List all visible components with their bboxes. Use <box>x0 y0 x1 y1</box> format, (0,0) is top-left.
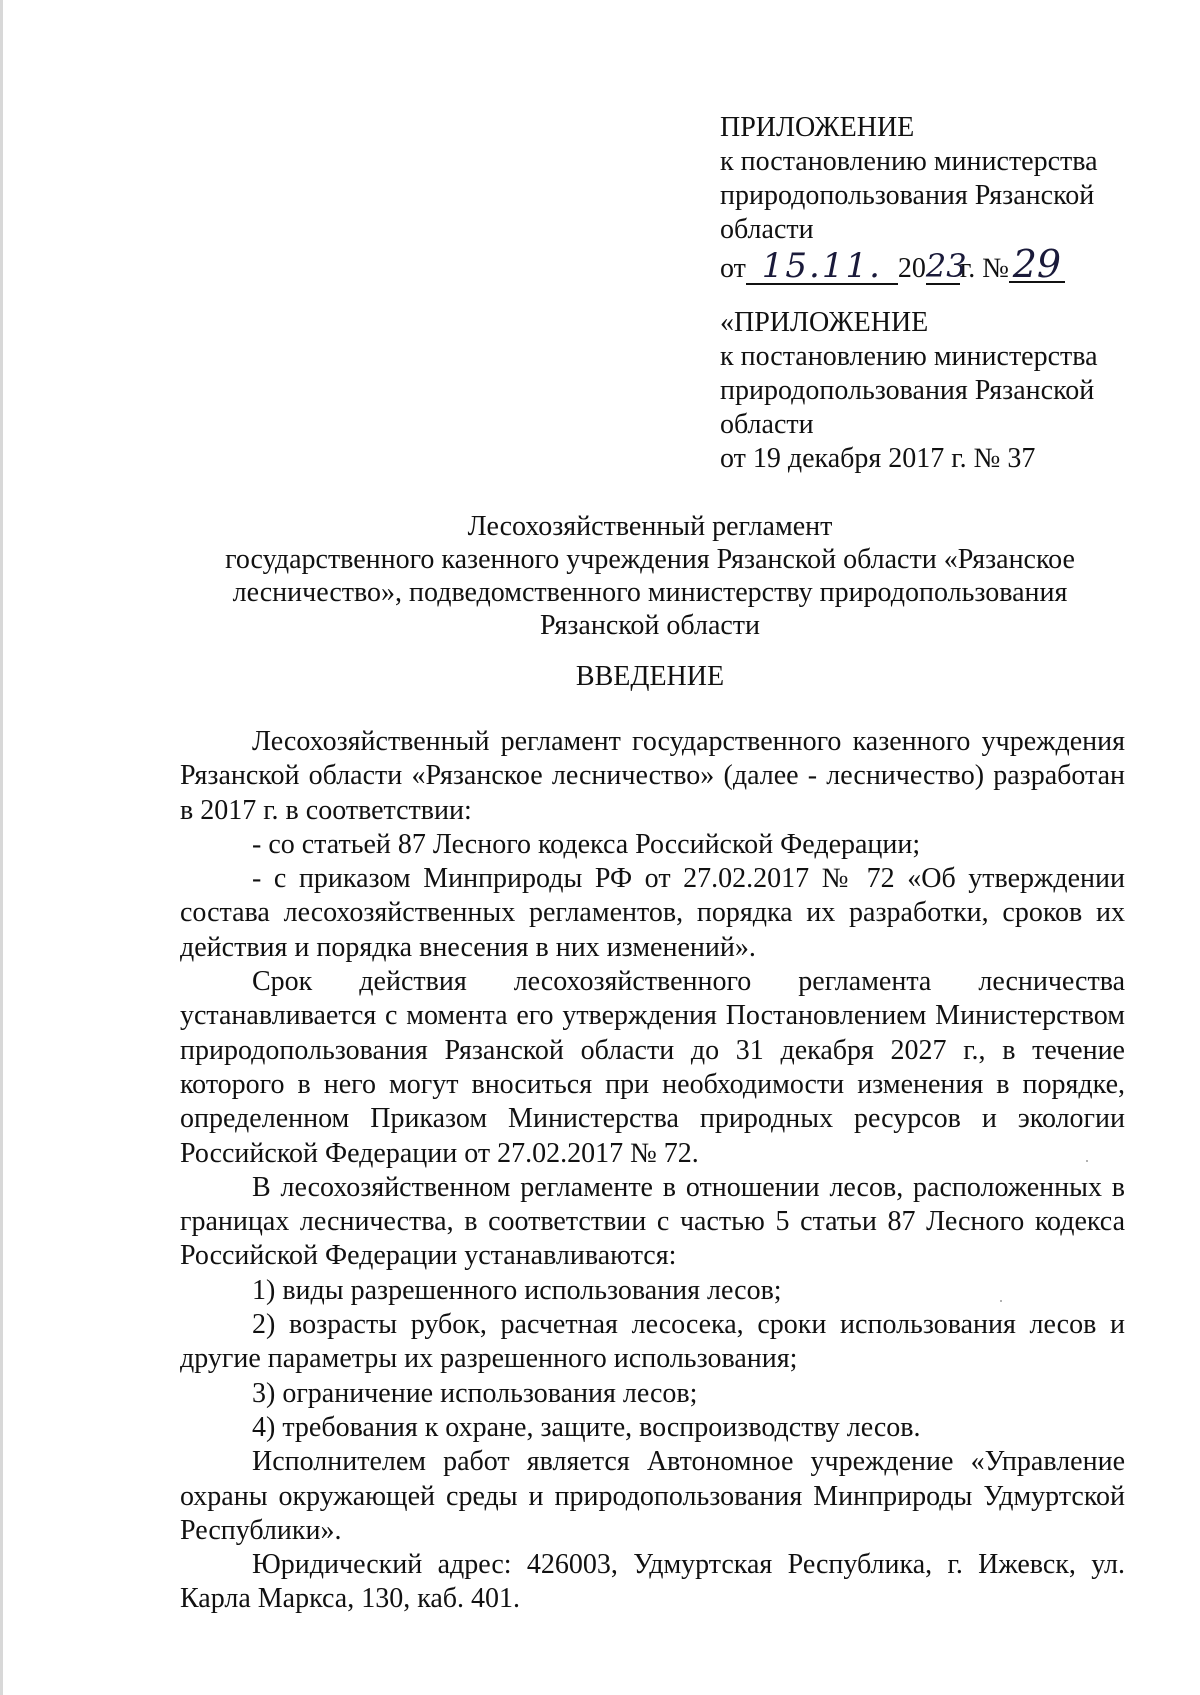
appendix-line: от 19 декабря 2017 г. № 37 <box>720 443 1036 474</box>
handwritten-date: 15.11. <box>746 249 898 285</box>
document-title <box>170 510 1130 642</box>
paragraph: Лесохозяйственный регламент государственного казенного учреждения Рязанской области «Рязанское лесничество» (далее - лесничество) разработан в 2017 г. в соответствии: <box>180 726 1125 826</box>
list-item: 1) виды разрешенного использования лесов; <box>252 1274 782 1306</box>
handwritten-year: 23 <box>925 247 967 285</box>
year-prefix: 20 <box>897 253 926 284</box>
scan-edge-shadow <box>0 0 3 1695</box>
appendix-date-line <box>720 242 1160 287</box>
list-item: 3) ограничение использования лесов; <box>252 1377 698 1409</box>
appendix-line: области <box>720 214 814 245</box>
list-item: - со статьей 87 Лесного кодекса Российской Федерации; <box>252 828 921 860</box>
title-line: лесничество», подведомственного министерству природопользования <box>232 577 1068 608</box>
appendix-line: природопользования Рязанской <box>720 375 1095 406</box>
paragraph: Юридический адрес: 426003, Удмуртская Республика, г. Ижевск, ул. Карла Маркса, 130, каб. 401. <box>180 1549 1125 1615</box>
paragraph: Исполнителем работ является Автономное учреждение «Управление охраны окружающей среды и природопользования Минприроды Удмуртской Республики». <box>180 1446 1125 1546</box>
appendix-original-header <box>720 306 1160 476</box>
list-item: 2) возрасты рубок, расчетная лесосека, сроки использования лесов и другие параметры их разрешенного использования; <box>180 1309 1125 1375</box>
title-line: Рязанской области <box>539 610 761 641</box>
date-prefix: от <box>720 253 746 284</box>
paragraph: В лесохозяйственном регламенте в отношении лесов, расположенных в границах лесничества, в соответствии с частью 5 статьи 87 Лесного кодекса Российской Федерации устанавливаются: <box>180 1171 1125 1272</box>
appendix-current-header <box>720 111 1160 287</box>
list-item: - с приказом Минприроды РФ от 27.02.2017 № 72 «Об утверждении состава лесохозяйственных регламентов, порядка их разработки, сроков их действия и порядка внесения в них изменений». <box>180 863 1125 963</box>
section-heading: ВВЕДЕНИЕ <box>575 661 725 692</box>
appendix-line: природопользования Рязанской <box>720 180 1095 211</box>
appendix-title: «ПРИЛОЖЕНИЕ <box>720 307 929 338</box>
appendix-line: к постановлению министерства <box>720 341 1098 372</box>
document-body <box>180 725 1125 1617</box>
title-line: Лесохозяйственный регламент <box>467 511 833 542</box>
paragraph: Срок действия лесохозяйственного регламента лесничества устанавливается с момента его утверждения Постановлением Министерством природопользования Рязанской области до 31 декабря 2027 г., в течение которого в него могут вноситься при необходимости изменения в порядке, определенном Приказом Министерства природных ресурсов и экологии Российской Федерации от 27.02.2017 № 72. <box>180 966 1125 1169</box>
appendix-line: к постановлению министерства <box>720 146 1098 177</box>
appendix-title: ПРИЛОЖЕНИЕ <box>720 112 915 143</box>
list-item: 4) требования к охране, защите, воспроизводству лесов. <box>252 1411 921 1443</box>
number-prefix: г. № <box>959 253 1009 284</box>
title-line: государственного казенного учреждения Рязанской области «Рязанское <box>225 544 1075 575</box>
appendix-line: области <box>720 409 814 440</box>
handwritten-number: 29 <box>1009 247 1065 283</box>
